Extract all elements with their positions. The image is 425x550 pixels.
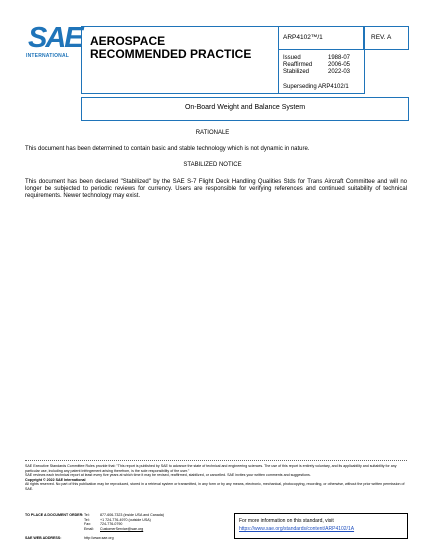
footer-legal bbox=[25, 464, 407, 492]
footer-policy: SAE Executive Standards Committee Rules provide that: "This report is published by SAE to advance the state of technical and engineering sciences. The use of this report is entirely voluntary, and its applicability and suitability for any particular use, including any patent infringement arising therefrom, is the sole responsibility of the user." bbox=[25, 464, 397, 473]
document-title: On-Board Weight and Balance System bbox=[184, 104, 306, 111]
web-address-link[interactable]: http://www.sae.org bbox=[84, 536, 114, 540]
more-info-box bbox=[234, 513, 408, 539]
date-value: 2022-03 bbox=[328, 69, 351, 75]
document-info-box bbox=[278, 26, 365, 94]
contact-email-link[interactable]: CustomerService@sae.org bbox=[100, 526, 144, 531]
document-type bbox=[90, 35, 251, 61]
footer-review: SAE reviews each technical report at least every five years at which time it may be revised, reaffirmed, stabilized, or cancelled. SAE invites your written comments and suggestions. bbox=[25, 473, 311, 478]
date-row-stabilized bbox=[283, 69, 363, 76]
document-number: ARP4102™/1 bbox=[283, 34, 323, 41]
document-type-line2: RECOMMENDED PRACTICE bbox=[90, 47, 252, 61]
contact-label: Email: bbox=[84, 526, 94, 531]
contact-label: Tel: bbox=[84, 517, 90, 522]
contact-row bbox=[84, 527, 224, 532]
date-row-reaffirmed bbox=[283, 62, 363, 69]
document-type-line1: AEROSPACE bbox=[90, 34, 166, 48]
contact-label: Fax: bbox=[84, 522, 91, 527]
superseding-note: Superseding ARP4102/1 bbox=[283, 84, 349, 90]
document-type-box bbox=[81, 26, 278, 94]
date-value: 2006-05 bbox=[328, 62, 351, 68]
sae-logo bbox=[26, 22, 82, 60]
contact-list bbox=[84, 513, 224, 531]
contact-value: 724-776-0790 bbox=[100, 522, 123, 527]
document-title-box bbox=[81, 97, 409, 121]
date-label: Reaffirmed bbox=[283, 62, 313, 68]
order-label: TO PLACE A DOCUMENT ORDER: bbox=[25, 513, 84, 517]
revision-label: REV. A bbox=[371, 34, 392, 41]
date-label: Issued bbox=[283, 55, 301, 61]
footer-rights: All rights reserved. No part of this publication may be reproduced, stored in a retrieval system or transmitted, in any form or by any means, electronic, mechanical, photocopying, recording, or otherwise, without the prior written permission of SAE. bbox=[25, 482, 405, 491]
logo-text: SAE bbox=[28, 22, 82, 54]
rationale-text: This document has been determined to contain basic and stable technology which is not dynamic in nature. bbox=[25, 146, 310, 152]
stabilized-heading: STABILIZED NOTICE bbox=[183, 162, 242, 168]
rationale-heading: RATIONALE bbox=[195, 130, 230, 136]
footer-divider bbox=[25, 460, 407, 461]
dates-list bbox=[283, 55, 363, 76]
contact-value: 877-606-7323 (inside USA and Canada) bbox=[100, 513, 164, 517]
date-row-issued bbox=[283, 55, 363, 62]
more-info-text: For more information on this standard, visit bbox=[239, 518, 334, 524]
revision-box bbox=[363, 26, 409, 50]
web-address-label: SAE WEB ADDRESS: bbox=[25, 536, 62, 540]
divider bbox=[279, 49, 364, 50]
contact-value: +1 724-776-4970 (outside USA) bbox=[100, 517, 151, 522]
date-label: Stabilized bbox=[283, 69, 310, 75]
more-info-link[interactable]: https://www.sae.org/standards/content/ARP4102/1A bbox=[239, 526, 355, 532]
date-value: 1988-07 bbox=[328, 55, 351, 61]
contact-label: Tel: bbox=[84, 513, 90, 517]
footer-copyright: Copyright © 2022 SAE International bbox=[25, 477, 86, 482]
stabilized-text: This document has been declared "Stabilized" by the SAE S-7 Flight Deck Handling Qualities Stds for Trans Aircraft Committee and will no longer be subjected to periodic reviews for currency. Users are responsible for verifying references and continued suitability of technical requirements. Newer technology may exist. bbox=[25, 179, 407, 199]
logo-subtext: INTERNATIONAL bbox=[26, 53, 70, 59]
